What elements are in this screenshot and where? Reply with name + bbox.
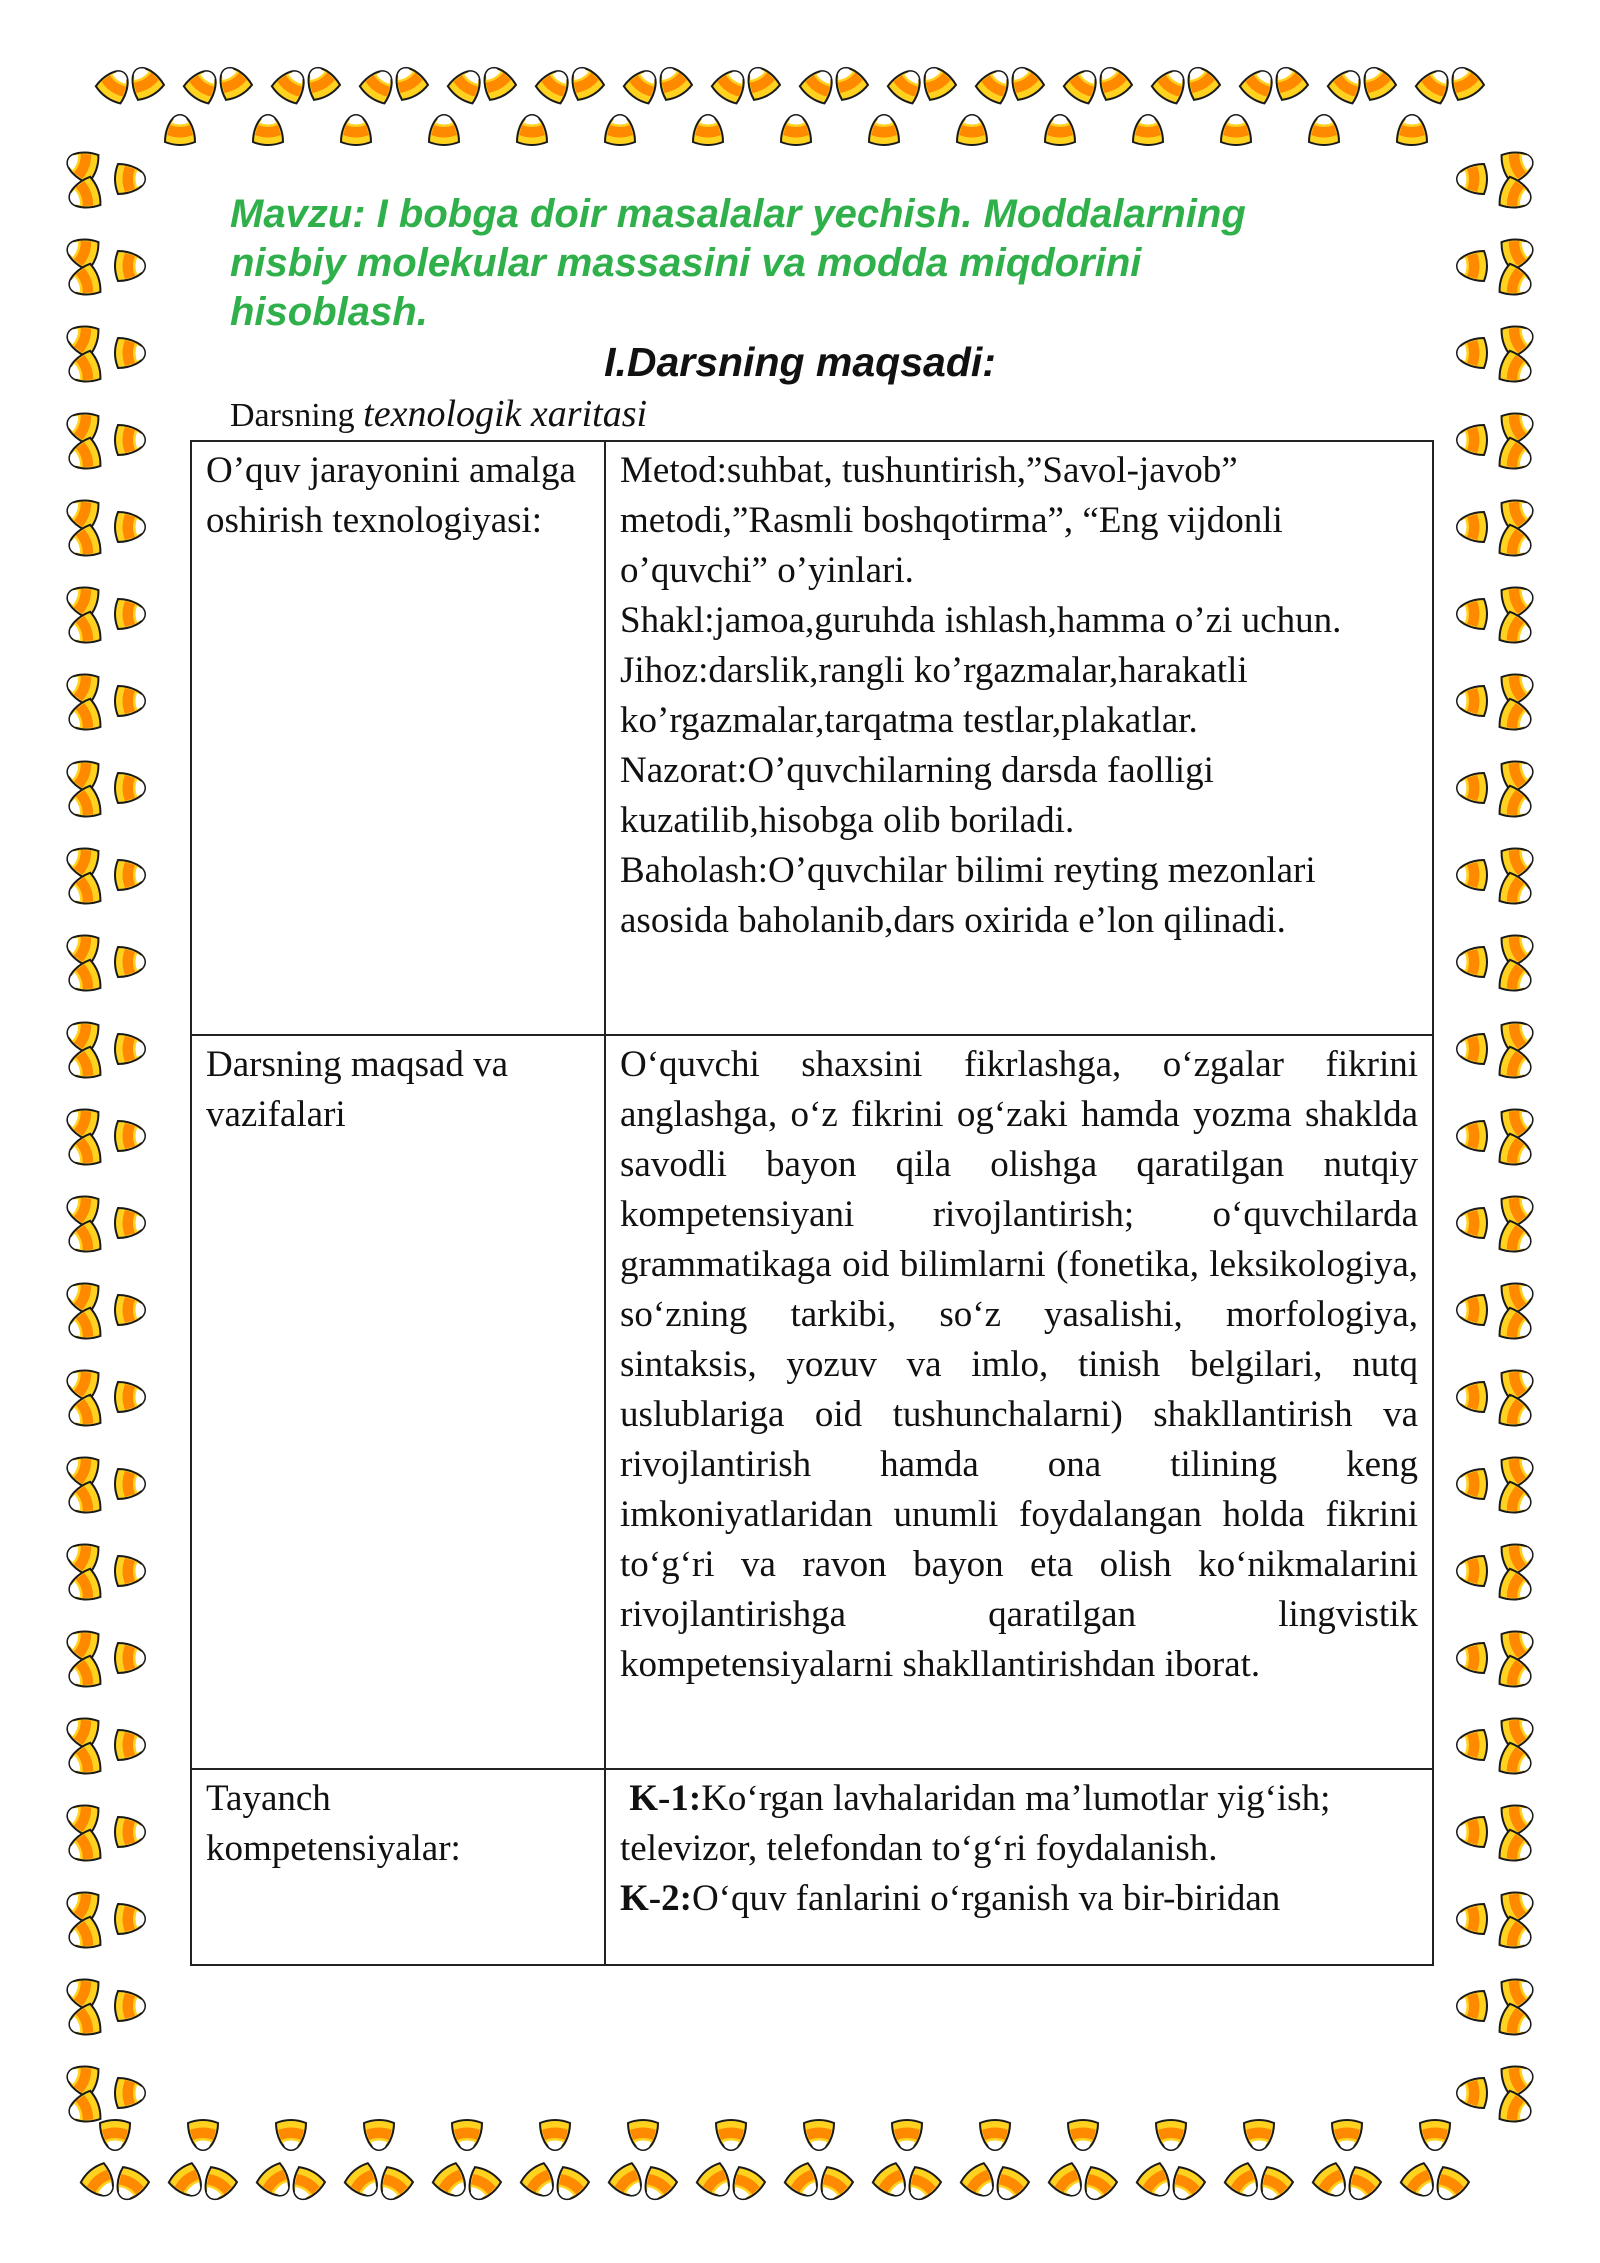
candy-corn-icon (1457, 773, 1487, 803)
candy-corn-icon (115, 164, 145, 194)
candy-corn-icon (452, 2120, 482, 2150)
candy-corn-icon (165, 115, 195, 145)
candy-corn-icon (65, 1133, 103, 1171)
candy-corn-icon (1150, 64, 1192, 106)
candy-corn-icon (974, 64, 1016, 106)
candy-corn-icon (710, 64, 752, 106)
candy-corn-icon (65, 959, 103, 997)
candy-corn-icon (519, 2161, 561, 2203)
tech-map-caption (230, 392, 647, 438)
candy-corn-icon (115, 1904, 145, 1934)
candy-corn-icon (115, 251, 145, 281)
candy-corn-icon (115, 686, 145, 716)
candy-corn-icon (343, 2161, 385, 2203)
method-line: Metod:suhbat, tushuntirish,”Savol-javob” metodi,”Rasmli boshqotirma”, “Eng vijdonli o’quvchi” o’yinlari. (620, 450, 1283, 591)
candy-corn-icon (462, 2165, 503, 2206)
candy-corn-icon (276, 2120, 306, 2150)
candy-corn-icon (1457, 1295, 1487, 1325)
candy-corn-icon (63, 929, 101, 967)
candy-corn-icon (63, 407, 101, 445)
candy-corn-icon (607, 2161, 649, 2203)
candy-corn-icon (1499, 1364, 1537, 1402)
candy-corn-icon (695, 2161, 737, 2203)
candy-corn-icon (1342, 2165, 1383, 2206)
candy-corn-icon (1499, 494, 1537, 532)
candy-corn-icon (1497, 176, 1535, 214)
candy-corn-icon (1499, 668, 1537, 706)
candy-corn-icon (1457, 425, 1487, 455)
candy-corn-icon (1497, 698, 1535, 736)
candy-corn-icon (1497, 1046, 1535, 1084)
candy-corn-icon (63, 1451, 101, 1489)
candy-corn-icon (886, 64, 928, 106)
candy-corn-icon (1457, 947, 1487, 977)
candy-corn-icon (1497, 263, 1535, 301)
candy-corn-icon (115, 773, 145, 803)
candy-corn-icon (1078, 2165, 1119, 2206)
candy-corn-icon (63, 1625, 101, 1663)
candy-corn-icon (253, 115, 283, 145)
candy-corn-icon (1457, 164, 1487, 194)
candy-corn-icon (693, 115, 723, 145)
candy-corn-icon (1499, 1103, 1537, 1141)
candy-corn-icon (63, 233, 101, 271)
candy-corn-icon (1135, 2161, 1177, 2203)
candy-corn-icon (63, 1886, 101, 1924)
candy-corn-icon (63, 1538, 101, 1576)
candy-corn-icon (1309, 115, 1339, 145)
candy-corn-icon (550, 2165, 591, 2206)
candy-corn-icon (63, 1364, 101, 1402)
form-line: Shakl:jamoa,guruhda ishlash,hamma o’zi uchun. (620, 600, 1342, 641)
candy-corn-icon (1244, 2120, 1274, 2150)
candy-corn-icon (1499, 1538, 1537, 1576)
candy-corn-icon (1457, 1904, 1487, 1934)
candy-corn-icon (565, 62, 606, 103)
candy-corn-icon (653, 62, 694, 103)
table-row (191, 1035, 1433, 1769)
candy-corn-icon (741, 62, 782, 103)
competency-k1-label: K-1: (629, 1778, 702, 1819)
candy-corn-icon (115, 1208, 145, 1238)
candy-corn-icon (198, 2165, 239, 2206)
candy-corn-icon (115, 1121, 145, 1151)
candy-corn-icon (1497, 1829, 1535, 1867)
candy-corn-icon (65, 1481, 103, 1519)
candy-corn-icon (115, 1556, 145, 1586)
candy-corn-icon (63, 668, 101, 706)
candy-corn-icon (63, 1190, 101, 1228)
candy-corn-icon (1457, 1643, 1487, 1673)
candy-corn-icon (1397, 115, 1427, 145)
row-content (605, 441, 1433, 1035)
candy-corn-icon (115, 860, 145, 890)
candy-corn-icon (115, 1034, 145, 1064)
candy-corn-icon (1005, 62, 1046, 103)
candy-corn-icon (1238, 64, 1280, 106)
candy-corn-icon (65, 1394, 103, 1432)
tech-map-caption-italic: texnologik xaritasi (363, 393, 648, 435)
row-content: O‘quvchi shaxsini fikrlashga, o‘zgalar fikrini anglashga, o‘z fikrini og‘zaki hamda yozma shaklda savodli bayon qila olishga qaratilgan nutqiy kompetensiyani rivojlantirish; o‘quvchilarda grammatikaga oid bilimlarni (fonetika, leksikologiya, so‘zning tarkibi, so‘z yasalishi, morfologiya, sintaksis, yozuv va imlo, tinish belgilari, nutq uslublariga oid tushunchalarni) shakllantirish va rivojlantirish hamda ona tilining keng imkoniyatlaridan unumli foydalangan holda fikrini to‘g‘ri va ravon bayon eta olish ko‘nikmalarini rivojlantirishga qaratilgan lingvistik kompetensiyalarni shakllantirishdan iborat. (605, 1035, 1433, 1769)
candy-corn-icon (125, 62, 166, 103)
competency-k2 (620, 1874, 1418, 1924)
candy-corn-icon (622, 64, 664, 106)
candy-corn-icon (1181, 62, 1222, 103)
candy-corn-icon (358, 64, 400, 106)
candy-corn-icon (115, 1382, 145, 1412)
candy-corn-icon (1254, 2165, 1295, 2206)
candy-corn-icon (115, 2078, 145, 2108)
candy-corn-icon (1457, 1817, 1487, 1847)
candy-corn-icon (1499, 146, 1537, 184)
candy-corn-icon (1497, 2090, 1535, 2128)
candy-corn-icon (1497, 785, 1535, 823)
candy-corn-icon (1497, 611, 1535, 649)
candy-corn-icon (65, 2003, 103, 2041)
candy-corn-icon (1326, 64, 1368, 106)
candy-corn-icon (1457, 860, 1487, 890)
candy-corn-icon (1499, 2060, 1537, 2098)
row-label: O’quv jarayonini amalga oshirish texnologiyasi: (191, 441, 605, 1035)
candy-corn-icon (1223, 2161, 1265, 2203)
candy-corn-icon (477, 62, 518, 103)
candy-corn-icon (429, 115, 459, 145)
candy-corn-icon (1047, 2161, 1089, 2203)
candy-corn-icon (1156, 2120, 1186, 2150)
candy-corn-icon (1497, 1220, 1535, 1258)
candy-corn-icon (65, 698, 103, 736)
candy-corn-icon (1457, 686, 1487, 716)
candy-corn-icon (1497, 1481, 1535, 1519)
candy-corn-icon (63, 1016, 101, 1054)
candy-corn-icon (1457, 1556, 1487, 1586)
candy-corn-icon (1499, 1190, 1537, 1228)
candy-corn-icon (1166, 2165, 1207, 2206)
candy-corn-icon (1497, 1742, 1535, 1780)
candy-corn-icon (65, 1916, 103, 1954)
candy-corn-icon (270, 64, 312, 106)
candy-corn-icon (1133, 115, 1163, 145)
candy-corn-icon (65, 524, 103, 562)
candy-corn-icon (63, 2060, 101, 2098)
candy-corn-icon (1269, 62, 1310, 103)
candy-corn-icon (63, 1712, 101, 1750)
candy-corn-icon (1497, 959, 1535, 997)
candy-corn-icon (1457, 1121, 1487, 1151)
candy-corn-icon (517, 115, 547, 145)
competency-k1-text: Ko‘rgan lavhalaridan ma’lumotlar yig‘ish; televizor, telefondan to‘g‘ri foydalanish. (620, 1778, 1331, 1869)
candy-corn-icon (65, 263, 103, 301)
candy-corn-icon (1093, 62, 1134, 103)
lesson-topic-title: Mavzu: I bobga doir masalalar yechish. Moddalarning nisbiy molekular massasini va modda miqdorini hisoblash. (230, 192, 1246, 334)
candy-corn-icon (959, 2161, 1001, 2203)
candy-corn-icon (534, 64, 576, 106)
candy-corn-icon (1457, 1469, 1487, 1499)
candy-corn-icon (1497, 1568, 1535, 1606)
candy-corn-icon (1497, 1133, 1535, 1171)
candy-corn-icon (1311, 2161, 1353, 2203)
candy-corn-icon (1499, 1886, 1537, 1924)
control-line: Nazorat:O’quvchilarning darsda faolligi kuzatilib,hisobga olib boriladi. (620, 750, 1214, 841)
candy-corn-icon (115, 1817, 145, 1847)
candy-corn-icon (1497, 524, 1535, 562)
candy-corn-icon (63, 842, 101, 880)
candy-corn-icon (1497, 1394, 1535, 1432)
candy-corn-icon (63, 1799, 101, 1837)
candy-corn-icon (990, 2165, 1031, 2206)
candy-corn-icon (1430, 2165, 1471, 2206)
candy-corn-icon (1499, 755, 1537, 793)
candy-corn-icon (1457, 1730, 1487, 1760)
candy-corn-icon (1457, 1382, 1487, 1412)
candy-corn-icon (65, 1742, 103, 1780)
row-content (605, 1769, 1433, 1965)
candy-corn-icon (980, 2120, 1010, 2150)
candy-corn-icon (115, 1469, 145, 1499)
candy-corn-icon (115, 1643, 145, 1673)
candy-corn-icon (1062, 64, 1104, 106)
candy-corn-icon (1457, 2078, 1487, 2108)
tech-map-caption-prefix: Darsning (230, 397, 364, 434)
candy-corn-icon (1221, 115, 1251, 145)
candy-corn-icon (182, 64, 224, 106)
candy-corn-icon (65, 1829, 103, 1867)
row-label: Darsning maqsad va vazifalari (191, 1035, 605, 1769)
candy-corn-icon (115, 599, 145, 629)
candy-corn-icon (1497, 1655, 1535, 1693)
candy-corn-icon (1499, 1799, 1537, 1837)
candy-corn-icon (628, 2120, 658, 2150)
candy-corn-icon (1499, 1712, 1537, 1750)
candy-corn-icon (1457, 599, 1487, 629)
row-label: Tayanch kompetensiyalar: (191, 1769, 605, 1965)
candy-corn-icon (829, 62, 870, 103)
candy-corn-icon (63, 1973, 101, 2011)
candy-corn-icon (1497, 1307, 1535, 1345)
candy-corn-icon (804, 2120, 834, 2150)
candy-corn-icon (798, 64, 840, 106)
candy-corn-icon (605, 115, 635, 145)
candy-corn-icon (115, 425, 145, 455)
candy-corn-icon (814, 2165, 855, 2206)
candy-corn-icon (65, 1655, 103, 1693)
candy-corn-icon (902, 2165, 943, 2206)
candy-corn-icon (389, 62, 430, 103)
candy-corn-icon (65, 872, 103, 910)
candy-corn-icon (286, 2165, 327, 2206)
candy-corn-icon (79, 2161, 121, 2203)
candy-corn-icon (1414, 64, 1456, 106)
candy-corn-icon (716, 2120, 746, 2150)
candy-corn-icon (1497, 2003, 1535, 2041)
candy-corn-icon (167, 2161, 209, 2203)
candy-corn-icon (1457, 1034, 1487, 1064)
candy-corn-icon (100, 2120, 130, 2150)
candy-corn-icon (1497, 437, 1535, 475)
candy-corn-icon (783, 2161, 825, 2203)
competency-k2-text: O‘quv fanlarini o‘rganish va bir-biridan (691, 1878, 1281, 1919)
candy-corn-icon (1457, 1991, 1487, 2021)
candy-corn-icon (301, 62, 342, 103)
candy-corn-icon (917, 62, 958, 103)
candy-corn-icon (213, 62, 254, 103)
equipment-line: Jihoz:darslik,rangli ko’rgazmalar,harakatli ko’rgazmalar,tarqatma testlar,plakatlar. (620, 650, 1248, 741)
candy-corn-icon (65, 1046, 103, 1084)
candy-corn-icon (65, 1307, 103, 1345)
candy-corn-icon (781, 115, 811, 145)
candy-corn-icon (1357, 62, 1398, 103)
technology-map-table (190, 440, 1434, 1966)
candy-corn-icon (1457, 251, 1487, 281)
candy-corn-icon (94, 64, 136, 106)
candy-corn-icon (446, 64, 488, 106)
candy-corn-icon (540, 2120, 570, 2150)
candy-corn-icon (1499, 929, 1537, 967)
candy-corn-icon (1499, 233, 1537, 271)
candy-corn-icon (63, 1277, 101, 1315)
candy-corn-icon (63, 755, 101, 793)
candy-corn-icon (638, 2165, 679, 2206)
candy-corn-icon (63, 581, 101, 619)
candy-corn-icon (65, 1220, 103, 1258)
candy-corn-icon (1068, 2120, 1098, 2150)
candy-corn-icon (115, 947, 145, 977)
candy-corn-icon (1332, 2120, 1362, 2150)
candy-corn-icon (341, 115, 371, 145)
candy-corn-icon (65, 611, 103, 649)
candy-corn-icon (1499, 407, 1537, 445)
candy-corn-icon (1499, 1625, 1537, 1663)
candy-corn-icon (1445, 62, 1486, 103)
candy-corn-icon (957, 115, 987, 145)
competency-k2-label: K-2: (620, 1878, 692, 1919)
candy-corn-icon (869, 115, 899, 145)
candy-corn-icon (892, 2120, 922, 2150)
candy-corn-icon (1499, 1277, 1537, 1315)
candy-corn-icon (188, 2120, 218, 2150)
candy-corn-icon (871, 2161, 913, 2203)
candy-corn-icon (1457, 512, 1487, 542)
candy-corn-icon (374, 2165, 415, 2206)
candy-corn-icon (63, 146, 101, 184)
candy-corn-icon (65, 437, 103, 475)
candy-corn-icon (1499, 1973, 1537, 2011)
assessment-line: Baholash:O’quvchilar bilimi reyting mezonlari asosida baholanib,dars oxirida e’lon qilinadi. (620, 850, 1316, 941)
candy-corn-icon (726, 2165, 767, 2206)
candy-corn-icon (1499, 842, 1537, 880)
candy-corn-icon (115, 1991, 145, 2021)
candy-corn-icon (1497, 872, 1535, 910)
candy-corn-icon (1457, 1208, 1487, 1238)
table-row (191, 1769, 1433, 1965)
candy-corn-icon (115, 512, 145, 542)
candy-corn-icon (110, 2165, 151, 2206)
candy-corn-icon (65, 2090, 103, 2128)
candy-corn-icon (65, 785, 103, 823)
lesson-goal-heading: I.Darsning maqsadi: (604, 339, 996, 385)
competency-k1 (620, 1774, 1418, 1874)
candy-corn-icon (1499, 1451, 1537, 1489)
candy-corn-icon (1045, 115, 1075, 145)
candy-corn-icon (63, 1103, 101, 1141)
candy-corn-icon (255, 2161, 297, 2203)
candy-corn-icon (1497, 1916, 1535, 1954)
candy-corn-icon (1420, 2120, 1450, 2150)
candy-corn-icon (1499, 1016, 1537, 1054)
candy-corn-icon (1499, 581, 1537, 619)
candy-corn-icon (1399, 2161, 1441, 2203)
candy-corn-icon (431, 2161, 473, 2203)
candy-corn-icon (364, 2120, 394, 2150)
candy-corn-icon (65, 176, 103, 214)
candy-corn-icon (65, 1568, 103, 1606)
candy-corn-icon (63, 494, 101, 532)
candy-corn-icon (115, 1295, 145, 1325)
table-row (191, 441, 1433, 1035)
candy-corn-icon (115, 1730, 145, 1760)
